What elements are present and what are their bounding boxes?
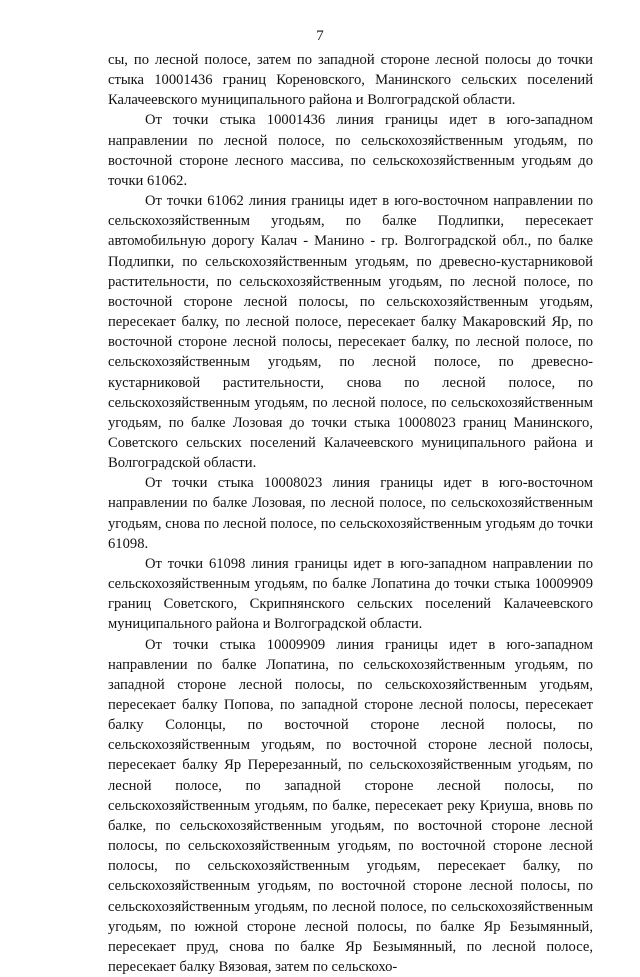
paragraph: От точки 61098 линия границы идет в юго-западном направлении по сельскохозяйственным угодьям, по балке Лопатина до точки стыка 10009909 границ Советского, Скрипнянского сельских поселений Калачеевского муниципального района и Волгоградской области.: [108, 555, 593, 633]
paragraph: От точки стыка 10008023 линия границы идет в юго-восточном направлении по балке Лозовая, по лесной полосе, по сельскохозяйственным угодьям, снова по лесной полосе, по сельскохозяйственным угодьям до точки 61098.: [108, 475, 593, 552]
paragraph-continuation: сы, по лесной полосе, затем по западной стороне лесной полосы до точки стыка 10001436 границ Кореновского, Манинского сельских поселений Калачеевского муниципального района и Волгоградской области.: [108, 52, 593, 109]
page-number: 7: [316, 28, 324, 44]
document-body: [108, 50, 593, 977]
paragraph: От точки стыка 10009909 линия границы идет в юго-западном направлении по балке Лопатина, по сельскохозяйственным угодьям, по западной стороне лесной полосы, по сельскохозяйственным угодьям, пересекает балку Попова, по западной стороне лесной полосы, пересекает балку Солонцы, по восточной стороне лесной полосы, по сельскохозяйственным угодьям, по восточной стороне лесной полосы, пересекает балку Яр Перерезанный, по сельскохозяйственным угодьям, по лесной полосе, по западной стороне лесной полосы, по сельскохозяйственным угодьям, по балке, пересекает реку Криуша, вновь по балке, по сельскохозяйственным угодьям, по восточной стороне лесной полосы, по сельскохозяйственным угодьям, по восточной стороне лесной полосы, по сельскохозяйственным угодьям, пересекает балку, по сельскохозяйственным угодьям, по восточной стороне лесной полосы, по сельскохозяйственным угодьям, по лесной полосе, по сельскохозяйственным угодьям, по южной стороне лесной полосы, по балке Яр Безымянный, пересекает пруд, снова по балке Яр Безымянный, по лесной полосе, пересекает балку Вязовая, затем по сельскохо-: [108, 636, 593, 976]
paragraph: От точки 61062 линия границы идет в юго-восточном направлении по сельскохозяйственным угодьям, по балке Подлипки, пересекает автомобильную дорогу Калач - Манино - гр. Волгоградской обл., по балке Подлипки, по сельскохозяйственным угодьям, по древесно-кустарниковой растительности, по сельскохозяйственным угодьям, по лесной полосе, по восточной стороне лесной полосы, по сельскохозяйственным угодьям, пересекает балку, по лесной полосе, пересекает балку Макаровский Яр, по восточной стороне лесной полосы, пересекает балку, по лесной полосе, по сельскохозяйственным угодьям, по лесной полосе, по древесно-кустарниковой растительности, снова по лесной полосе, по сельскохозяйственным угодьям, по лесной полосе, по сельскохозяйственным угодьям, по балке Лозовая до точки стыка 10008023 границ Манинского, Советского сельских поселений Калачеевского муниципального района и Волгоградской области.: [108, 193, 593, 472]
paragraph: От точки стыка 10001436 линия границы идет в юго-западном направлении по лесной полосе, по сельскохозяйственным угодьям, по восточной стороне лесного массива, по сельскохозяйственным угодьям до точки 61062.: [108, 112, 593, 189]
